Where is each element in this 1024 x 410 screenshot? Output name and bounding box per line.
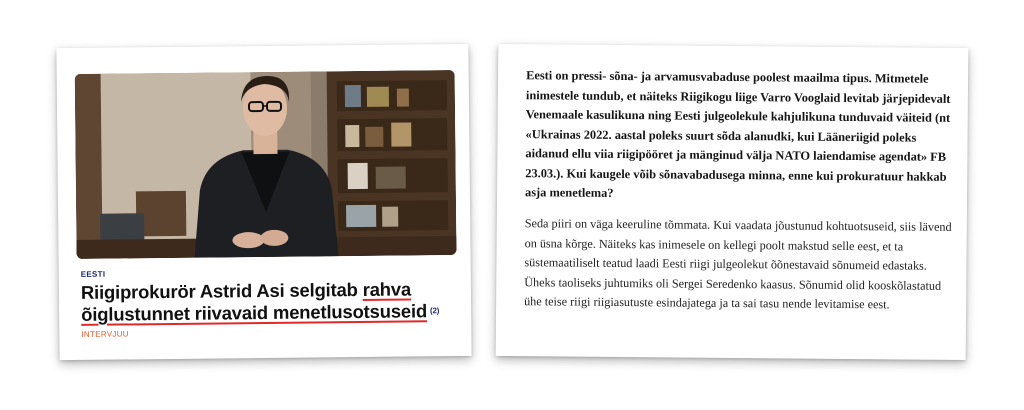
section-tag[interactable]: EESTI [80, 269, 106, 279]
interview-excerpt-card [496, 44, 969, 360]
portrait-photo-icon [75, 70, 457, 259]
category-label[interactable]: INTERVJUU [81, 329, 129, 339]
article-card[interactable] [56, 44, 471, 360]
comment-count[interactable]: (2) [429, 306, 440, 316]
headline-highlight: rahva õiglustunnet riivavaid menetlusotsuseid [81, 278, 428, 325]
article-photo[interactable] [75, 70, 457, 259]
headline-text: Riigiprokurör Astrid Asi selgitab [80, 278, 363, 303]
interview-question: Eesti on pressi- sõna- ja arvamusvabaduse poolest maailma tipus. Mitmetele inimestele tundub, et näiteks Riigikogu liige Varro Vooglaid levitab järjepidevalt Venemaale kasulikuna ning Eesti julgeolekule kahjulikuna tunduvaid väiteid (nt «Ukrainas 2022. aastal poleks suurt sõda alanudki, kui Lääneriigid poleks aidanud ellu viia riigipööret ja mänginud välja NATO laiendamise agendat» FB 23.03.). Kui kaugele võib sõnavabadusega minna, enne kui prokuratuur hakkab asja menetlema? [525, 68, 951, 200]
article-headline[interactable] [81, 278, 461, 326]
interview-answer: Seda piiri on väga keeruline tõmmata. Kui vaadata jõustunud kohtuotsuseid, siis lävend on üsna kõrge. Näiteks kas inimesele on kellegi poolt makstud selle eest, et ta süstemaatiliselt teatud laadi Eesti riigi julgeolekut õõnestavaid sõnumeid edastaks. Üheks taoliseks juhtumiks oli Sergei Seredenko kaasus. Sõnumid olid kooskõlastatud ühe teise riigi riigiasutuste esindajatega ja ta sai tasu nende levitamise eest. [524, 216, 952, 312]
